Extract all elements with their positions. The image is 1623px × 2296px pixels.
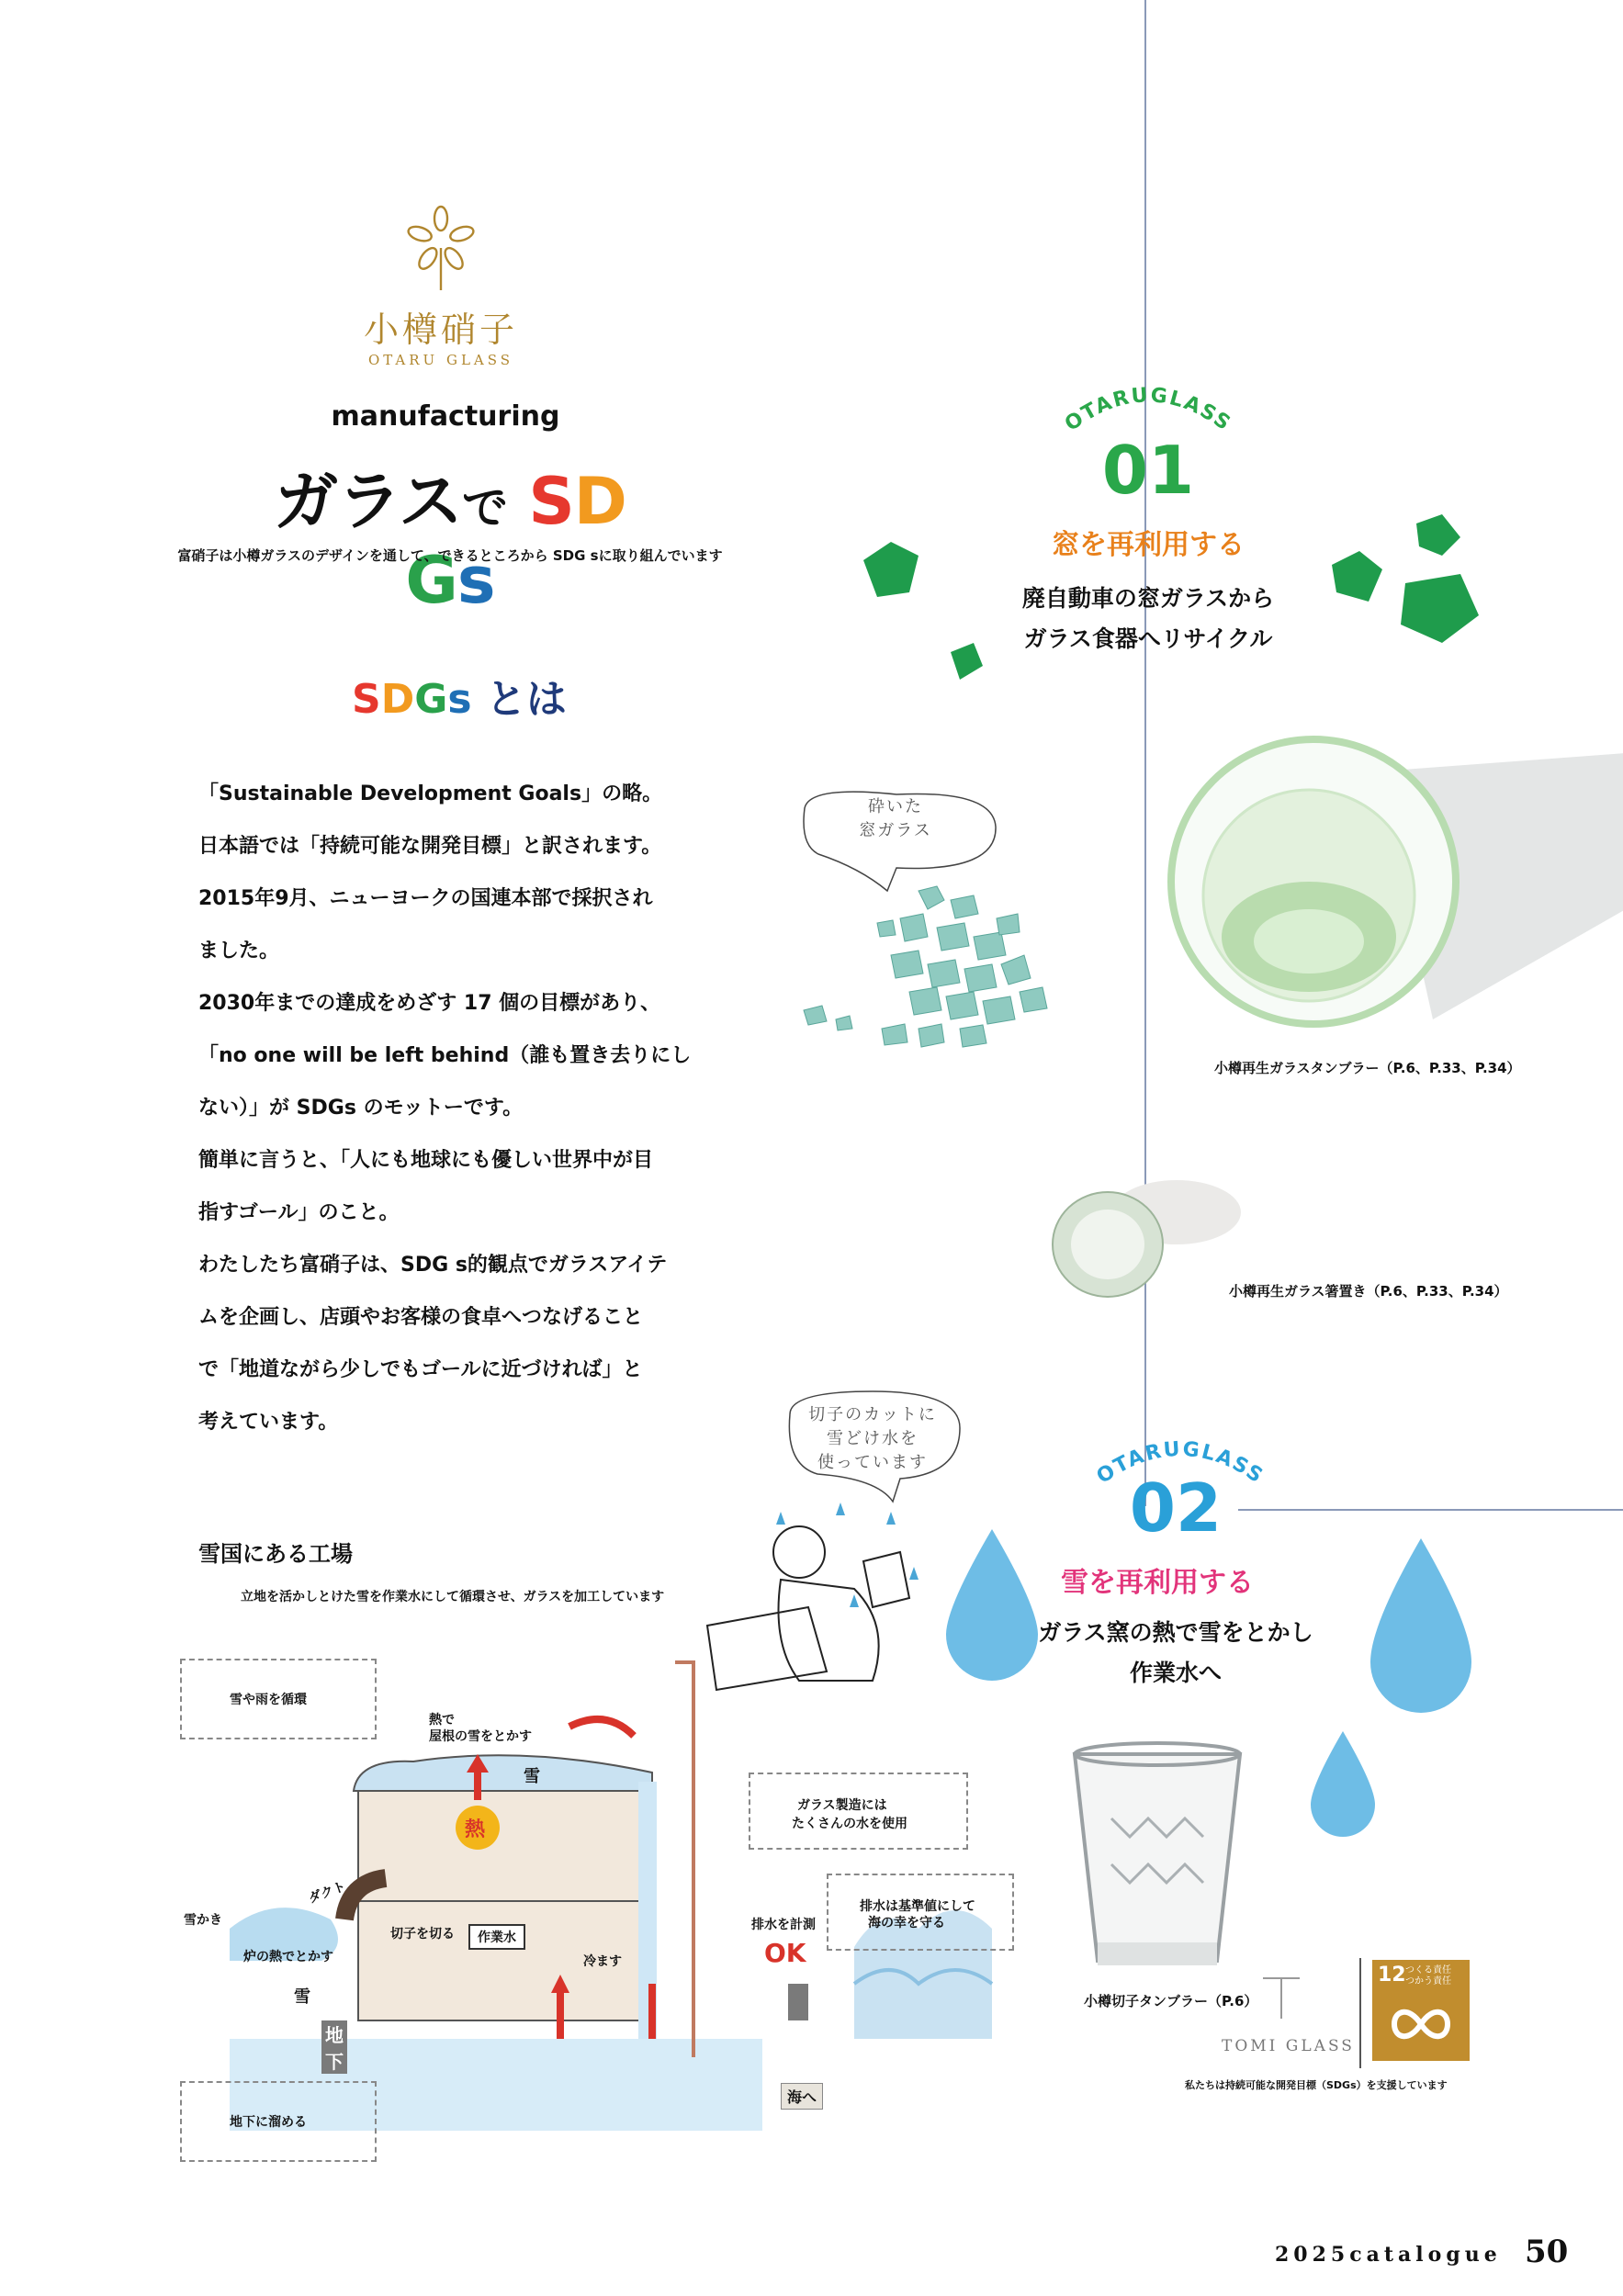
page-title — [248, 450, 652, 618]
sdg-goal-line: つくる責任 — [1405, 1965, 1451, 1975]
body-line: わたしたち富硝子は、SDG s的観点でガラスアイテ — [198, 1254, 668, 1277]
to-sea-label: 海へ — [781, 2083, 823, 2110]
green-glass-pieces — [854, 505, 1497, 707]
flower-icon — [401, 202, 480, 294]
desc-line: 廃自動車の窓ガラスから — [1021, 585, 1275, 612]
title-de: で — [462, 481, 507, 535]
body-line: で「地道ながら少しでもゴールに近づければ」と — [198, 1358, 643, 1381]
callout-ground-text: 地下に溜める — [230, 2115, 307, 2130]
body-line: 「Sustainable Development Goals」の略。 — [198, 782, 663, 805]
sdgs-heading — [349, 666, 569, 725]
factory-subtitle: 立地を活かしとけた雪を作業水にして循環させ、ガラスを加工しています — [241, 1590, 665, 1604]
work-water-label: 作業水 — [468, 1924, 525, 1950]
kiriko-tumbler-image — [1056, 1736, 1258, 1993]
tomi-glass-logo-icon — [1258, 1971, 1304, 2026]
callout-drain-line2: 海の幸を守る — [868, 1916, 945, 1930]
section-desc-02 — [1020, 1613, 1332, 1694]
infinity-icon — [1391, 2006, 1451, 2043]
logo-text-en: OTARU GLASS — [367, 352, 514, 368]
lead-text: 富硝子は小樽ガラスのデザインを通して、できるところから SDG sに取り組んでいます — [177, 547, 723, 564]
yukikaki-label: 雪かき — [184, 1913, 222, 1928]
body-line: ムを企画し、店頭やお客様の食卓へつなげること — [198, 1306, 644, 1329]
cool-label: 冷ます — [583, 1954, 622, 1969]
sdg-letter: D — [380, 676, 415, 723]
footer-catalogue: 2025catalogue — [1275, 2243, 1502, 2267]
sdgs-toha: とは — [485, 676, 567, 723]
callout-water-line2: たくさんの水を使用 — [792, 1817, 907, 1831]
bubble-text-kiriko — [790, 1403, 955, 1475]
title-jp: ガラス — [274, 464, 462, 539]
arc-label: OTARUGLASS — [1060, 384, 1236, 436]
section-number-01: 01 — [1101, 432, 1195, 509]
callout-rain-text: 雪や雨を循環 — [230, 1693, 307, 1707]
snow-label: 雪 — [524, 1767, 540, 1786]
desc-line: ガラス窯の熱で雪をとかし — [1038, 1619, 1313, 1646]
body-line: 「no one will be left behind（誰も置き去りにし — [198, 1044, 692, 1067]
sdg-letter: S — [528, 464, 574, 539]
otaruglass-arc-01 — [1047, 367, 1249, 441]
section-number-02: 02 — [1129, 1469, 1223, 1547]
heat-roof-line2: 屋根の雪をとかす — [429, 1729, 532, 1744]
heat-roof-line1: 熱で — [429, 1713, 455, 1728]
svg-text:OTARUGLASS — [1061, 384, 1235, 436]
section-heading-02: 雪を再利用する — [1061, 1567, 1254, 1599]
bubble-line: 窓ガラス — [859, 821, 932, 840]
sdg-letter: G — [405, 543, 457, 618]
sdg-letter: s — [456, 543, 495, 618]
water-drop-icon — [1306, 1727, 1380, 1841]
recycled-glass-tumbler-image — [1157, 716, 1623, 1065]
sdg-letter: s — [447, 676, 472, 723]
kiriko-cut-label: 切子を切る — [390, 1927, 455, 1941]
otaru-glass-logo — [349, 202, 533, 377]
duct-label: ダクト — [306, 1879, 348, 1907]
desc-line: 作業水へ — [1129, 1660, 1222, 1686]
chopstick-rest-image — [1043, 1176, 1245, 1304]
body-line: 日本語では「持続可能な開発目標」と訳されます。 — [198, 835, 662, 858]
furnace-label: 炉の熱でとかす — [243, 1950, 333, 1964]
callout-water-line1: ガラス製造には — [797, 1798, 887, 1813]
water-drop-icon — [1361, 1534, 1481, 1717]
body-line: 2030年までの達成をめざす 17 個の目標があり、 — [198, 992, 661, 1015]
sdg-letter: D — [573, 464, 626, 539]
horizontal-rule — [1238, 1509, 1623, 1511]
bubble-line: 切子のカットに — [808, 1405, 937, 1424]
page-number: 50 — [1525, 2234, 1569, 2270]
sdg-letter: G — [414, 676, 448, 723]
sdg-letter: S — [352, 676, 381, 723]
ok-label: OK — [764, 1938, 806, 1968]
brand-divider — [1359, 1958, 1361, 2068]
factory-title: 雪国にある工場 — [198, 1541, 353, 1567]
underground-char: 地 — [325, 2024, 344, 2046]
sdgs-explanation — [198, 768, 713, 1448]
callout-drain-line1: 排水は基準値にして — [860, 1899, 975, 1914]
tomi-glass-label: TOMI GLASS — [1222, 2037, 1355, 2055]
body-line: ない）」が SDGs のモットーです。 — [198, 1097, 524, 1120]
caption-chopstick-rest: 小樽再生ガラス箸置き（P.6、P.33、P.34） — [1229, 1283, 1508, 1300]
section-heading-01: 窓を再利用する — [1052, 529, 1245, 561]
underground-char: 下 — [325, 2051, 344, 2073]
sdg-12-badge — [1372, 1960, 1470, 2061]
body-line: 簡単に言うと、「人にも地球にも優しい世界中が目 — [198, 1149, 654, 1172]
bubble-line: 砕いた — [868, 797, 923, 816]
body-line: 考えています。 — [198, 1411, 339, 1434]
desc-line: ガラス食器へリサイクル — [1023, 625, 1273, 652]
underground-sign — [321, 2020, 347, 2074]
body-line: ました。 — [198, 940, 280, 962]
sdg-number: 12 — [1378, 1964, 1406, 1986]
bubble-text-crushed — [831, 795, 960, 843]
measure-label: 排水を計測 — [751, 1918, 816, 1932]
snow-mound-label: 雪 — [294, 1987, 310, 2007]
bubble-line: 使っています — [817, 1453, 928, 1472]
bubble-line: 雪どけ水を — [827, 1429, 919, 1448]
heat-label: 熱 — [465, 1818, 486, 1841]
sdg-goal-text — [1405, 1965, 1451, 1987]
body-line: 指すゴール」のこと。 — [198, 1201, 400, 1224]
body-line: 2015年9月、ニューヨークの国連本部で採択され — [198, 887, 653, 910]
section-label: manufacturing — [331, 400, 560, 433]
crushed-glass-image — [790, 863, 1093, 1084]
sdg-goal-line: つかう責任 — [1405, 1976, 1451, 1986]
arc-label: OTARUGLASS — [1092, 1437, 1268, 1489]
caption-kiriko: 小樽切子タンブラー（P.6） — [1084, 1993, 1258, 2009]
sdgs-support-text: 私たちは持続可能な開発目標（SDGs）を支援しています — [1185, 2079, 1448, 2091]
logo-text-jp: 小樽硝子 — [363, 310, 518, 350]
caption-tumbler: 小樽再生ガラスタンブラー（P.6、P.33、P.34） — [1214, 1060, 1521, 1076]
